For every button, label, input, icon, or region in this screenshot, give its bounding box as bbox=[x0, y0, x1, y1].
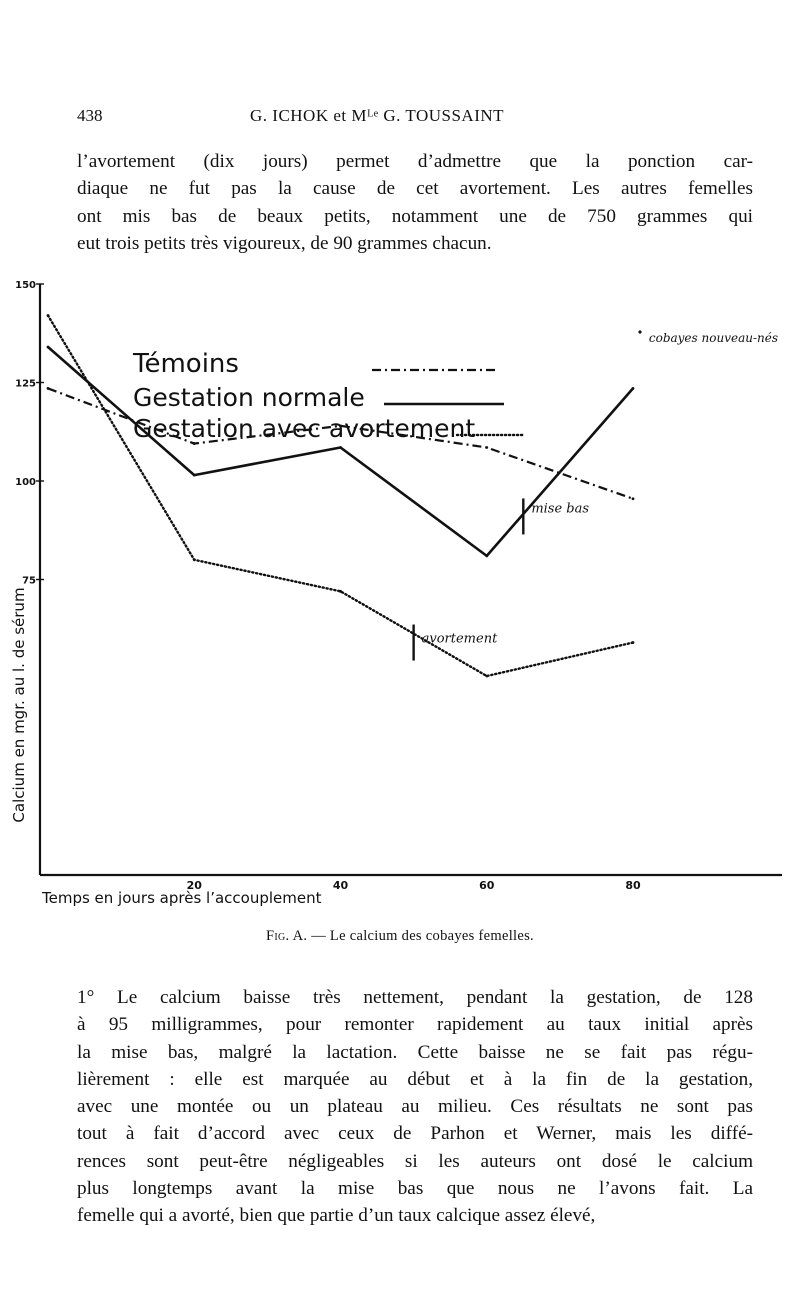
data-point bbox=[632, 497, 635, 500]
data-point bbox=[632, 387, 635, 390]
y-axis-title: Calcium en mgr. au l. de sérum bbox=[10, 587, 28, 823]
data-point bbox=[339, 590, 342, 593]
body-paragraph bbox=[77, 984, 753, 1230]
legend-label: Gestation avec avortement bbox=[133, 414, 476, 443]
figure-caption bbox=[0, 928, 800, 945]
y-tick-label: 150 bbox=[15, 280, 36, 291]
annotation-dot bbox=[638, 330, 641, 333]
legend-label: Gestation normale bbox=[133, 383, 365, 412]
x-tick-label: 20 bbox=[186, 879, 202, 892]
text-line: plus longtemps avant la mise bas que nous ne l’avons fait. La bbox=[77, 1178, 753, 1200]
calcium-line-chart bbox=[0, 270, 800, 910]
text-line: eut trois petits très vigoureux, de 90 grammes chacun. bbox=[77, 232, 492, 254]
data-point bbox=[47, 346, 50, 349]
text-line: ont mis bas de beaux petits, notamment une de 750 grammes qui bbox=[77, 205, 753, 227]
page-number: 438 bbox=[77, 106, 103, 125]
y-tick-label: 100 bbox=[15, 477, 36, 488]
figure-label: Fig. A. bbox=[266, 928, 308, 944]
data-point bbox=[339, 446, 342, 449]
text-line: tout à fait d’accord avec ceux de Parhon et Werner, mais les diffé- bbox=[77, 1123, 753, 1145]
running-head: G. ICHOK et Mᴸᵉ G. TOUSSAINT bbox=[250, 106, 505, 125]
data-point bbox=[485, 554, 488, 557]
x-tick-label: 80 bbox=[625, 879, 641, 892]
page-header bbox=[0, 106, 800, 130]
text-line: lièrement : elle est marquée au début et à la fin de la gestation, bbox=[77, 1068, 753, 1090]
y-tick-label: 125 bbox=[15, 378, 36, 390]
data-point bbox=[485, 675, 488, 678]
legend-label: Témoins bbox=[133, 349, 239, 379]
data-point bbox=[47, 387, 50, 390]
x-tick-label: 40 bbox=[332, 879, 349, 892]
text-line: 1° Le calcium baisse très nettement, pendant la gestation, de 128 bbox=[77, 987, 753, 1008]
annotation-label: mise bas bbox=[531, 501, 590, 517]
annotation-label: avortement bbox=[421, 631, 498, 647]
annotation-label: cobayes nouveau-nés bbox=[648, 331, 778, 345]
text-line: avec une montée ou un plateau au milieu. Ces résultats ne sont pas bbox=[77, 1096, 753, 1118]
text-line: femelle qui a avorté, bien que partie d’un taux calcique assez élevé, bbox=[77, 1205, 596, 1227]
text-line: rences sont peut-être négligeables si les auteurs ont dosé le calcium bbox=[77, 1150, 753, 1172]
data-point bbox=[193, 558, 196, 561]
calcium-figure bbox=[0, 270, 800, 910]
intro-paragraph bbox=[77, 148, 753, 257]
text-line: diaque ne fut pas la cause de cet avortement. Les autres femelles bbox=[77, 178, 753, 200]
x-axis-title: Temps en jours après l’accouplement bbox=[42, 889, 322, 907]
x-tick-label: 60 bbox=[479, 879, 495, 892]
caption-text: — Le calcium des cobayes femelles. bbox=[307, 928, 534, 944]
data-point bbox=[193, 474, 196, 477]
data-point bbox=[632, 641, 635, 644]
text-line: à 95 milligrammes, pour remonter rapidement au taux initial après bbox=[77, 1014, 753, 1036]
data-point bbox=[47, 314, 50, 317]
y-tick-label: 75 bbox=[22, 575, 36, 587]
text-line: la mise bas, malgré la lactation. Cette baisse ne se fait pas régu- bbox=[77, 1041, 753, 1063]
data-point bbox=[485, 446, 488, 449]
text-line: l’avortement (dix jours) permet d’admettre que la ponction car- bbox=[77, 151, 753, 172]
